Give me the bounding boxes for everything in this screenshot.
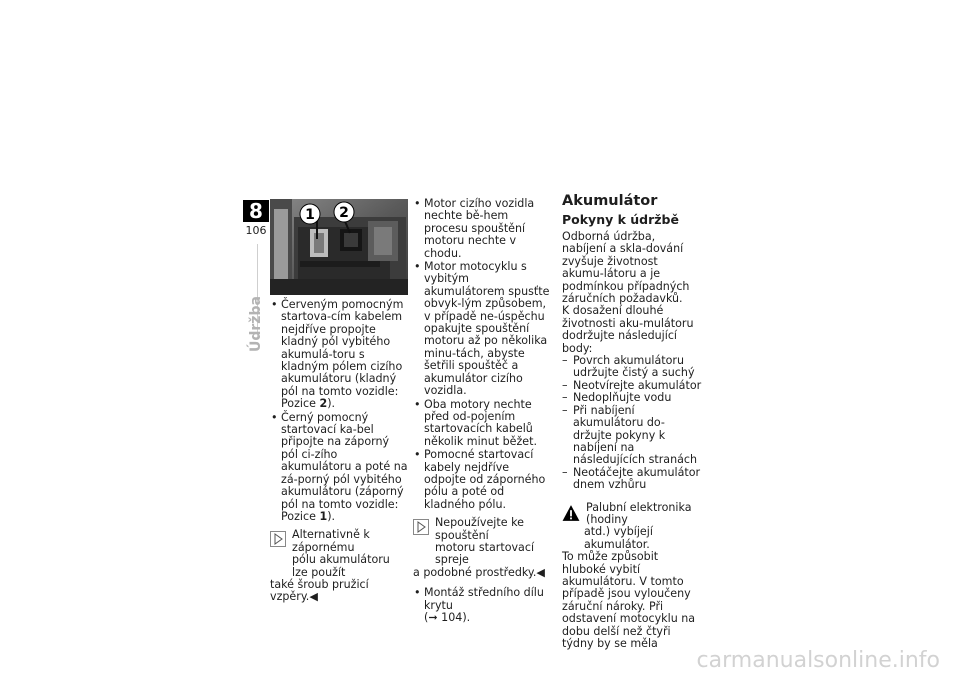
list-item: – Neotvírejte akumulátor (562, 380, 702, 392)
info-note: Alternativně k zápornému pólu akumulátoru lze použít také šroub pružicí vzpěry.◀ (270, 528, 390, 604)
section-subtitle: Pokyny k údržbě (562, 212, 679, 227)
list-item: • Červeným pomocným startova-cím kabelem nejdříve propojte kladný pól vybitého akumulá-toru s kladným pólem cizího akumulátoru (kladný pól na tomto vozidle: Pozice 2). (270, 299, 408, 411)
list-item: • Pomocné startovací kabely nejdříve odpojte od záporného pólu a poté od kladného pólu. (413, 449, 553, 511)
list-item: • Oba motory nechte před od-pojením startovacích kabelů několik minut běžet. (413, 399, 553, 449)
page-number: 106 (245, 224, 267, 237)
list-item: • Motor cizího vozidla nechte bě-hem procesu spouštění motoru nechte v chodu. (413, 198, 553, 260)
column-2 (413, 198, 553, 625)
info-note: Nepoužívejte ke spouštění motoru startovací spreje a podobné prostředky.◀ (413, 516, 545, 579)
callout-2 (334, 202, 354, 222)
section-title: Akumulátor (562, 193, 658, 209)
list-item: – Nedoplňujte vodu (562, 392, 702, 404)
list-item: • Montáž středního dílu krytu (➞ 104). (413, 587, 553, 624)
end-marker: ◀ (536, 565, 545, 579)
position-ref: 2 (319, 397, 328, 411)
callout-2-label: 2 (339, 205, 349, 221)
page-reference: (➞ 104). (424, 611, 471, 624)
warning-triangle-icon (562, 504, 580, 522)
battery-photo (270, 199, 408, 295)
list-item: – Při nabíjení akumulátoru do-držujte pokyny k nabíjení na následujících stranách (562, 405, 702, 467)
list-item: – Neotáčejte akumulátor dnem vzhůru (562, 467, 702, 492)
list-item: • Motor motocyklu s vybitým akumulátorem spusťte obvyk-lým způsobem, v případě ne-úspěchu opakujte spouštění motoru až po několika minu-tách, abyste šetřili spouštěč a akumulátor cizího vozidla. (413, 261, 553, 397)
column-3 (562, 193, 702, 658)
section-label: Údržba (248, 296, 264, 352)
play-triangle-icon (413, 519, 429, 535)
list-item: • Černý pomocný startovací ka-bel připojte na záporný pól ci-zího akumulátoru a poté na zá-porný pól vybitého akumulátoru (záporný pól na tomto vozidle: Pozice 1). (270, 412, 408, 524)
paragraph: K dosažení dlouhé životnosti aku-mulátoru dodržujte následující body: (562, 304, 694, 355)
column-1 (270, 299, 408, 612)
callout-1 (300, 204, 320, 224)
play-triangle-icon (270, 531, 286, 547)
warning-note: Palubní elektronika (hodiny atd.) vybíjejí akumulátor. To může způsobit hluboké vybití akumulátoru. V tomto případě jsou vyloučeny záruční nároky. Při odstavení motocyklu na dobu delší než čtyři týdny by se měla (562, 500, 696, 650)
paragraph: Odborná údržba, nabíjení a skla-dování zvyšuje životnost akumu-látoru a je podmínkou případných záručních požadavků. (562, 230, 690, 306)
chapter-number: 8 (243, 200, 269, 222)
list-item: – Povrch akumulátoru udržujte čistý a suchý (562, 355, 702, 380)
battery-photo-drawing (270, 199, 408, 295)
position-ref: 1 (319, 509, 328, 523)
end-marker: ◀ (309, 590, 318, 604)
callout-1-label: 1 (305, 207, 315, 223)
watermark: carmanualsonline.info (696, 648, 940, 673)
